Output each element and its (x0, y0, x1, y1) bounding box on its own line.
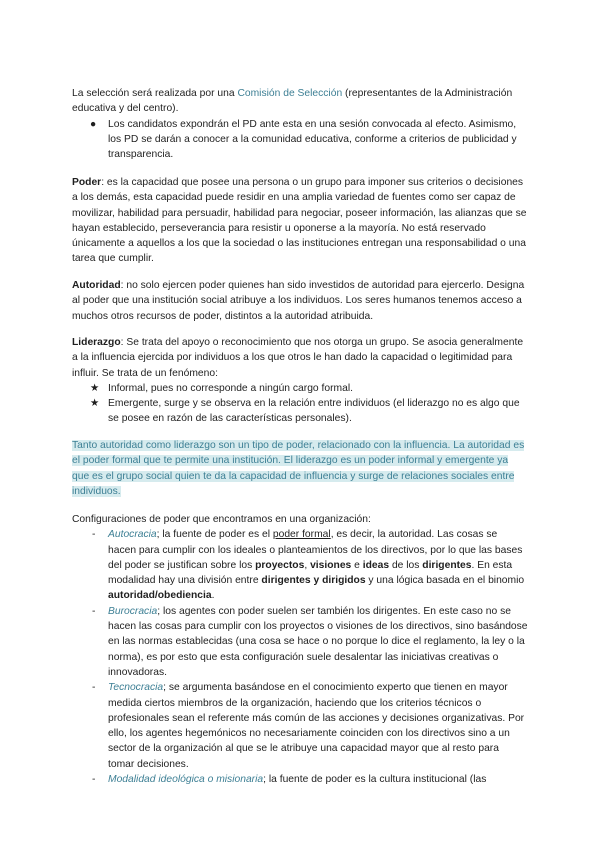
ideologica-term: Modalidad ideológica o misionaria (108, 774, 264, 786)
list-item (72, 396, 528, 427)
ideologica-text: ; la fuente de poder es la cultura institucional (las (263, 774, 487, 786)
poder-term: Poder (72, 177, 102, 188)
list-item (72, 527, 528, 603)
poder-formal-underlined: poder formal (272, 529, 331, 541)
seleccion-section (72, 86, 528, 162)
autocracia-text: , (304, 559, 311, 571)
list-item-text: Emergente, surge y se observa en la relación entre individuos (el liderazgo no es algo que se posee en razón de las características personales). (108, 398, 520, 425)
list-item (72, 381, 528, 396)
autocracia-text: . (211, 590, 215, 602)
configuraciones-list (72, 527, 528, 787)
highlighted-text: Tanto autoridad como liderazgo son un tipo de poder, relacionado con la influencia. La autoridad es el poder formal que te permite una institución. El liderazgo es un poder informal y emergente ya que es el grupo social quien te da la capacidad de influencia y surge de relaciones sociales entre individuos. (72, 440, 525, 497)
highlight-paragraph (72, 438, 528, 499)
comision-seleccion-link[interactable]: Comisión de Selección (237, 88, 343, 99)
list-item (72, 604, 528, 680)
autocracia-text: de los (389, 559, 423, 571)
dash-icon: - (92, 774, 96, 786)
bold-ideas: ideas (362, 559, 390, 571)
bold-proyectos: proyectos (255, 559, 305, 571)
liderazgo-term: Liderazgo (72, 337, 121, 348)
poder-paragraph (72, 175, 528, 267)
bullet-dot-icon: ● (90, 118, 97, 130)
autoridad-definition: : no solo ejercen poder quienes han sido investidos de autoridad para ejercerlo. Designa al poder que una institución social atribuye a los individuos. Los seres humanos tenemos acceso a muchos otros recursos de poder, distintos a la autoridad atribuida. (72, 280, 525, 322)
tecnocracia-text: ; se argumenta basándose en el conocimiento experto que tienen en mayor medida ciertos miembros de la organización, haciendo que los criterios técnicos o profesionales sean el referente más común de las acciones y decisiones organizativas. Por ello, los agentes hegemónicos no necesariamente coinciden con los directivos sino a un sector de la organización al que se le atribuye una capacidad mayor que al resto para tomar decisiones. (108, 682, 525, 770)
dash-icon: - (92, 605, 96, 617)
list-item (72, 117, 528, 163)
autocracia-text: , es decir, la autoridad. Las cosas se hacen para cumplir con los ideales o planteamientos de los directivos, por lo que las bases del poder se justifican sobre los (108, 529, 523, 571)
liderazgo-section (72, 335, 528, 427)
dash-icon: - (92, 682, 96, 694)
list-item-text: Los candidatos expondrán el PD ante esta en una sesión convocada al efecto. Asimismo, los PD se darán a conocer a la comunidad educativa, conforme a criterios de publicidad y transparencia. (108, 118, 517, 161)
autocracia-text: e (351, 559, 363, 571)
highlight-section (72, 438, 528, 499)
burocracia-term: Burocracia (108, 605, 158, 617)
liderazgo-list (72, 381, 528, 427)
bold-autoridad-obediencia: autoridad/obediencia (108, 590, 212, 602)
autoridad-term: Autoridad (72, 280, 121, 291)
list-item-text: Informal, pues no corresponde a ningún cargo formal. (108, 382, 353, 394)
dash-icon: - (92, 529, 96, 541)
bold-visiones: visiones (310, 559, 352, 571)
seleccion-list (72, 117, 528, 163)
liderazgo-paragraph (72, 335, 528, 381)
configuraciones-intro: Configuraciones de poder que encontramos en una organización: (72, 514, 371, 525)
autocracia-text: y una lógica basada en el binomio (365, 575, 525, 587)
autocracia-text: . En esta modalidad hay una división entre (108, 559, 513, 587)
poder-definition: : es la capacidad que posee una persona o un grupo para imponer sus criterios o decisiones a los demás, esta capacidad puede residir en una amplia variedad de fuentes como ser capaz de movilizar, habilidad para persuadir, habilidad para negociar, poseer información, las alianzas que se hayan establecido, perseverancia para resistir u oponerse a la mayoría. No está reservado únicamente a aquellos a los que la sociedad o las instituciones entregan una responsabilidad o una tarea que cumplir. (72, 177, 527, 265)
star-icon: ★ (90, 398, 100, 410)
bold-dirigentes-dirigidos: dirigentes y dirigidos (261, 575, 366, 587)
seleccion-text-end: (representantes de la Administración educativa y del centro). (72, 88, 513, 115)
autocracia-text: ; la fuente de poder es el (156, 529, 273, 541)
bold-dirigentes: dirigentes (422, 559, 472, 571)
liderazgo-definition: : Se trata del apoyo o reconocimiento que nos otorga un grupo. Se asocia generalmente a la influencia ejercida por individuos a los que otros le han dado la capacidad o legitimidad para influir. Se trata de un fenómeno: (72, 337, 524, 379)
list-item (72, 772, 528, 787)
star-icon: ★ (90, 382, 100, 394)
autoridad-paragraph (72, 278, 528, 324)
configuraciones-section (72, 512, 528, 787)
autoridad-section (72, 278, 528, 324)
seleccion-paragraph (72, 86, 528, 117)
poder-section (72, 175, 528, 267)
autocracia-term: Autocracia (108, 529, 157, 541)
tecnocracia-term: Tecnocracia (108, 682, 164, 694)
list-item (72, 680, 528, 772)
burocracia-text: ; los agentes con poder suelen ser también los dirigentes. En este caso no se hacen las cosas para cumplir con los proyectos o visiones de los directivos, sino basándose en las normas establecidas (una cosa se hace o no porque lo dice el reglamento, la ley o la norma), es por esto que esta configuración suele desalentar las iniciativas creativas o innovadoras. (108, 605, 528, 678)
seleccion-text: La selección será realizada por una (72, 88, 238, 99)
